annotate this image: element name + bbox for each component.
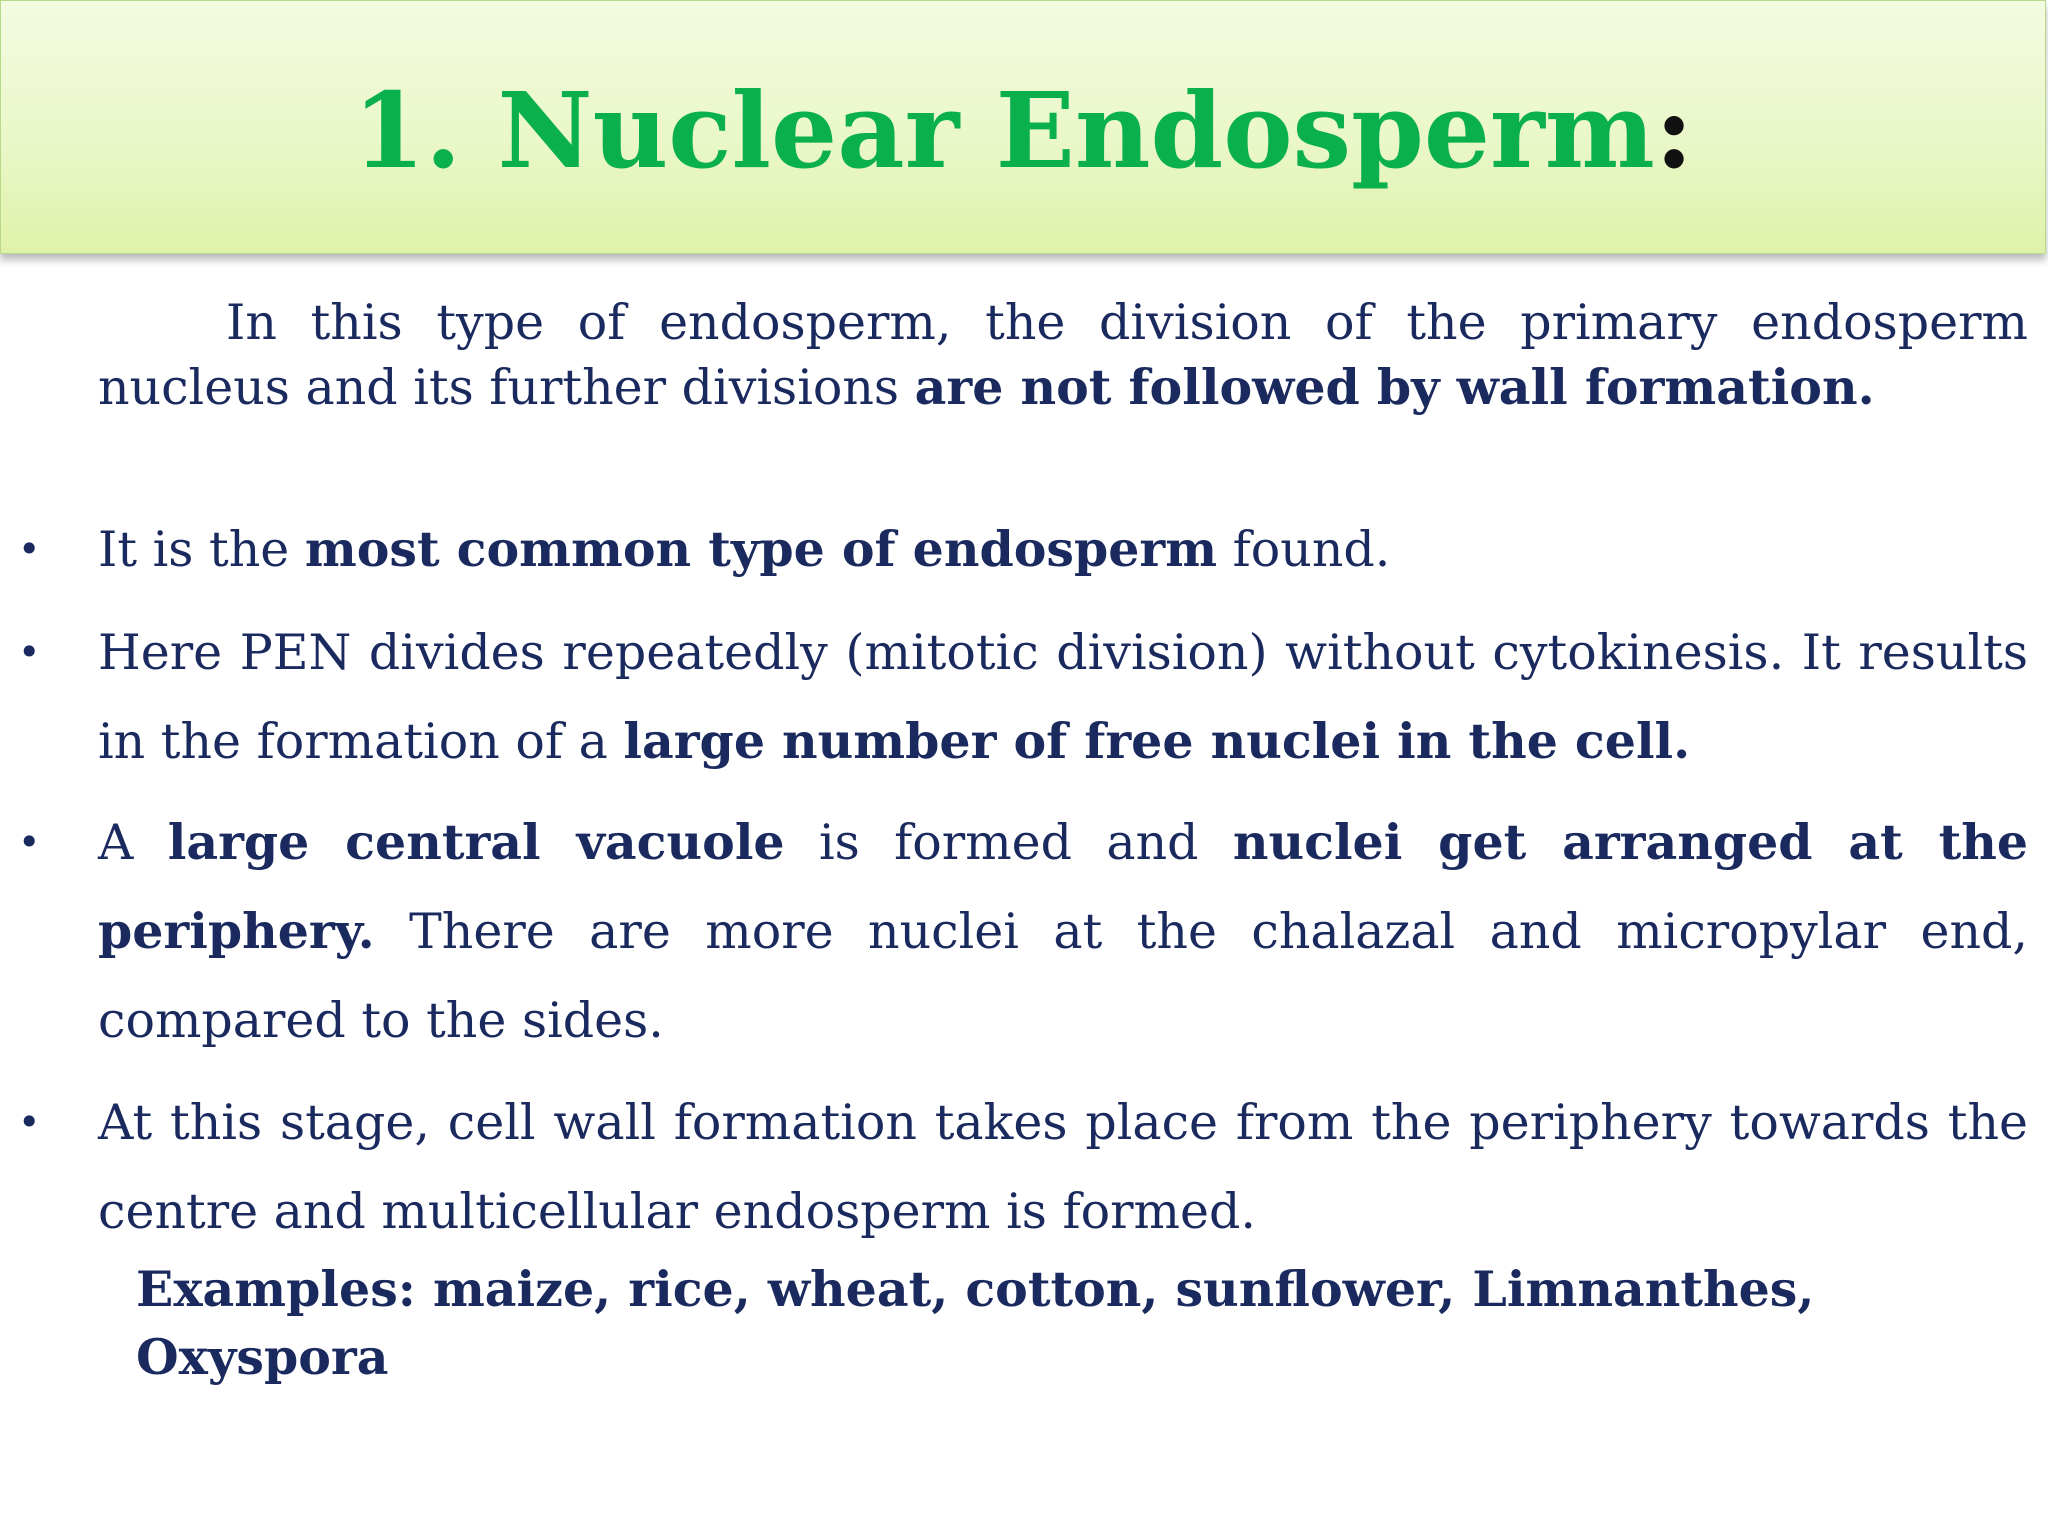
bullet-3-line-2 xyxy=(98,887,2028,976)
bullet-item-2 xyxy=(18,608,2028,786)
bullet-3-bold-b: nuclei get arranged at the xyxy=(1232,813,2029,871)
bullet-3-line-3: compared to the sides. xyxy=(98,992,664,1049)
bullet-2-line-2 xyxy=(98,713,1690,770)
bullet-item-1 xyxy=(18,505,2028,594)
examples-line-1: Examples: maize, rice, wheat, cotton, sunflower, Limnanthes, xyxy=(136,1260,1815,1318)
examples-block xyxy=(136,1255,1936,1391)
bullet-item-4 xyxy=(18,1078,2028,1256)
bullet-3-text-c: There are more nuclei at the chalazal and micropylar end, xyxy=(374,903,2028,960)
bullet-4-line-2: centre and multicellular endosperm is formed. xyxy=(98,1183,1256,1240)
bullet-3-bold-c: periphery. xyxy=(98,902,375,960)
intro-line-2 xyxy=(98,359,1875,416)
bullet-dot: • xyxy=(18,820,41,864)
bullet-1-text-b: found. xyxy=(1217,521,1391,578)
bullet-1-text-a: It is the xyxy=(98,521,305,578)
slide-title-text: 1. Nuclear Endosperm xyxy=(352,69,1655,192)
intro-line-1: In this type of endosperm, the division of the primary endosperm xyxy=(226,294,2028,351)
bullet-1-bold: most common type of endosperm xyxy=(304,520,1218,578)
intro-line-2-plain: nucleus and its further divisions xyxy=(98,359,915,416)
intro-line-2-bold: are not followed by wall formation. xyxy=(914,358,1875,416)
intro-paragraph xyxy=(98,290,2028,420)
title-banner xyxy=(0,0,2046,254)
bullet-dot: • xyxy=(18,630,41,674)
bullet-dot: • xyxy=(18,1100,41,1144)
bullet-2-bold: large number of free nuclei in the cell. xyxy=(623,712,1691,770)
bullet-3-text-b: is formed and xyxy=(784,814,1233,871)
bullet-item-3 xyxy=(18,798,2029,1065)
slide-title-colon: : xyxy=(1654,69,1694,192)
examples-line-2: Oxyspora xyxy=(136,1328,389,1386)
bullet-3-text-a: A xyxy=(98,814,168,871)
bullet-2-line-1: Here PEN divides repeatedly (mitotic division) without cytokinesis. It results xyxy=(98,624,2028,681)
bullet-3-line-1 xyxy=(98,798,2028,887)
bullet-2-text: in the formation of a xyxy=(98,713,624,770)
bullet-dot: • xyxy=(18,527,41,571)
bullet-3-bold-a: large central vacuole xyxy=(167,813,785,871)
slide-title xyxy=(1,71,2045,191)
bullet-4-line-1: At this stage, cell wall formation takes place from the periphery towards the xyxy=(98,1094,2028,1151)
